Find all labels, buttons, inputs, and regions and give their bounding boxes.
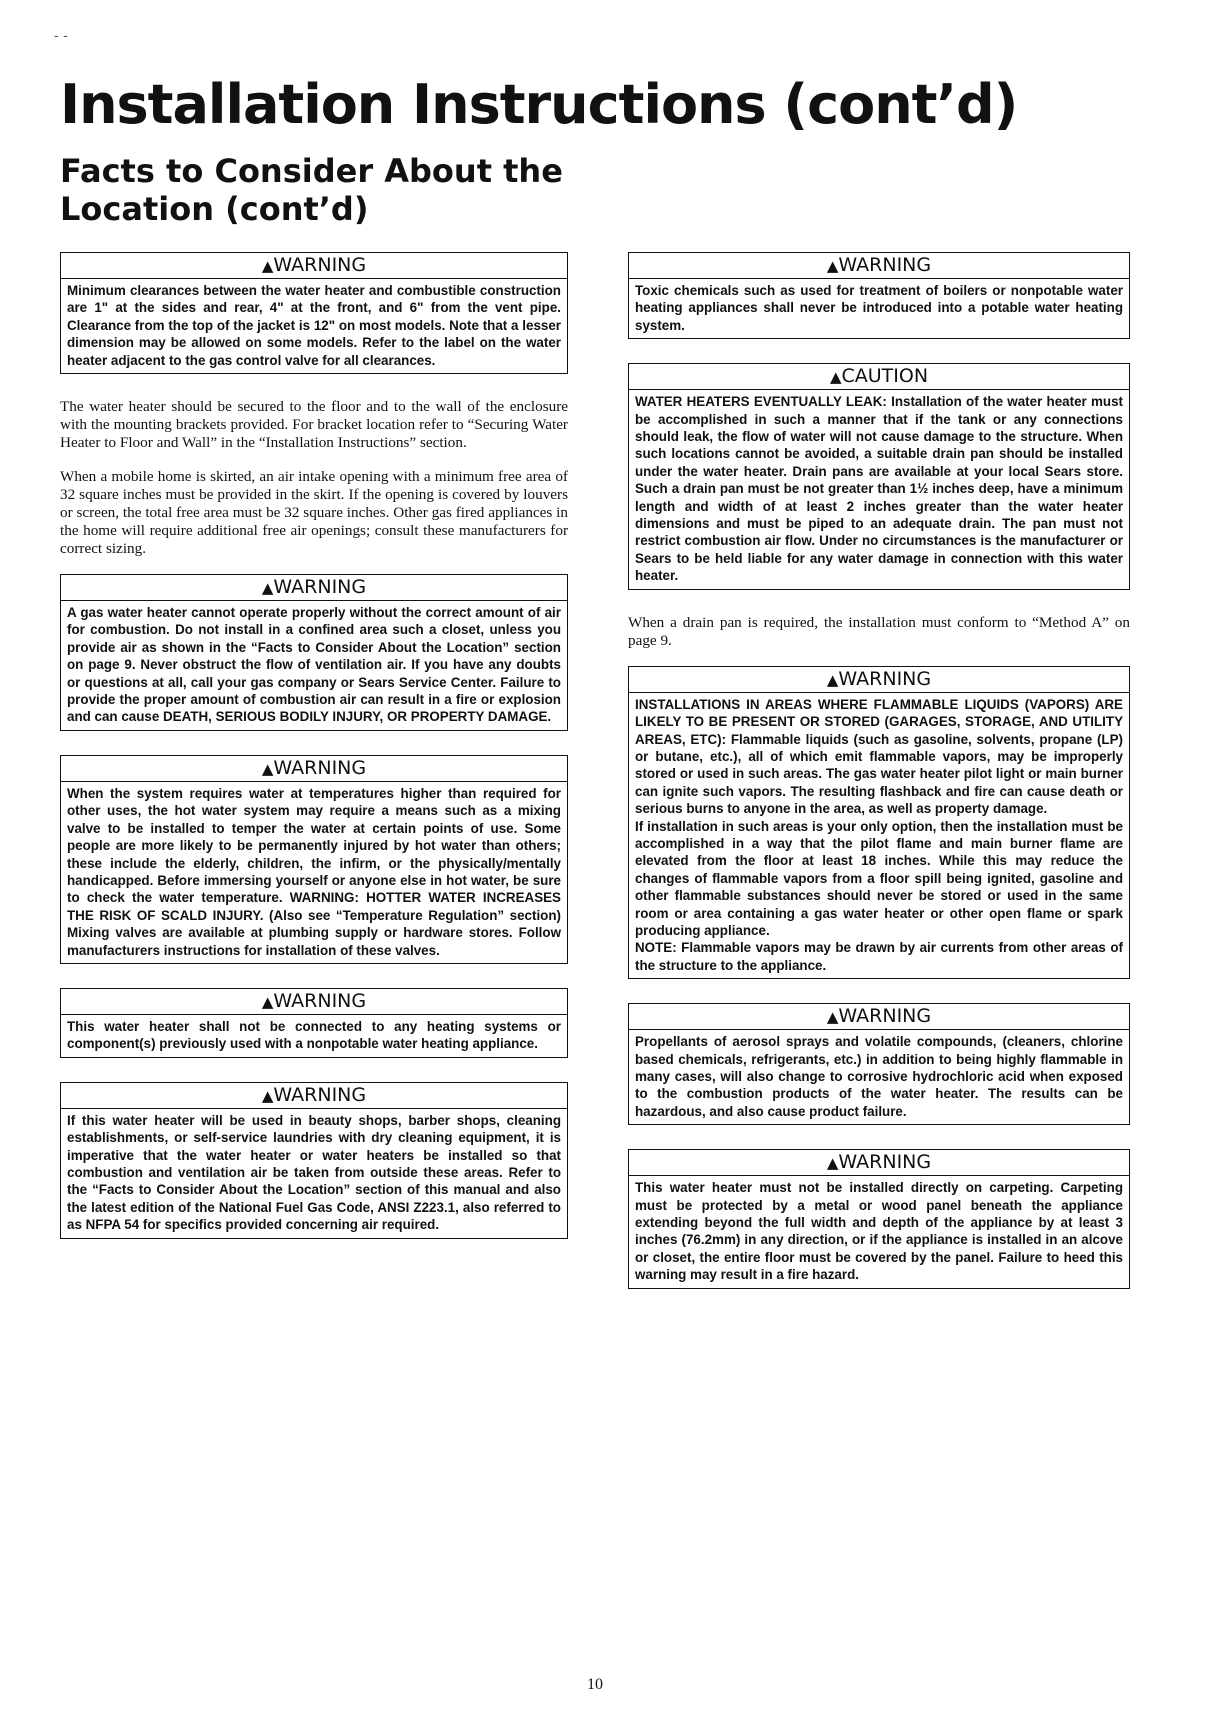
caution-box-leak xyxy=(628,363,1130,589)
warning-text-installation: If installation in such areas is your only option, then the installation must be accomplished in a way that the pilot flame and main burner flame are elevated from the floor at least 18 inches. While this may reduce the changes of flammable vapors from a floor spill being ignited, gasoline and other flammable substances should never be stored or used in the same room or area containing a gas water heater or other open flame or spark producing appliance. xyxy=(635,818,1123,938)
warning-box-beauty-shops xyxy=(60,1082,568,1239)
warning-triangle-icon: ▲ xyxy=(261,1086,274,1105)
warning-triangle-icon: ▲ xyxy=(261,579,274,598)
warning-text: Propellants of aerosol sprays and volatile compounds, (cleaners, chlorine based chemicals, refrigerants, etc.) in addition to being highly flammable in many cases, will also change to corrosive hydrochloric acid when exposed to the combustion products of the water heater. The results can be hazardous, and also cause product failure. xyxy=(635,1034,1123,1119)
right-column xyxy=(628,252,1130,1313)
body-paragraph-brackets: The water heater should be secured to the floor and to the wall of the enclosure with the mounting brackets provided. For bracket location refer to “Securing Water Heater to Floor and Wall” in the “Installation Instructions” section. xyxy=(60,398,568,452)
warning-box-aerosol xyxy=(628,1003,1130,1125)
caution-text: WATER HEATERS EVENTUALLY LEAK: Installation of the water heater must be accomplished in such a manner that if the tank or any connections should leak, the flow of water will not cause damage to the structure. When such locations cannot be avoided, a suitable drain pan should be installed under the water heater. Drain pans are available at your local Sears store. Such a drain pan must be not greater than 1½ inches deep, have a minimum length and width of at least 2 inches greater than the water heater dimensions and must be piped to an adequate drain. The pan must not restrict combustion air flow. Under no circumstances is the manufacturer or Sears to be held liable for any water damage in connection with this water heater. xyxy=(635,394,1123,584)
warning-text: If this water heater will be used in beauty shops, barber shops, cleaning establishments, or self-service laundries with dry cleaning equipment, it is imperative that the water heater or water heaters be installed so that combustion and ventilation air be taken from outside these areas. Refer to the “Facts to Consider About the Location” section of this manual and also the latest edition of the National Fuel Gas Code, ANSI Z223.1, also referred to as NFPA 54 for specifics provided concerning air required. xyxy=(67,1112,561,1233)
warning-box-nonpotable xyxy=(60,988,568,1058)
warning-triangle-icon: ▲ xyxy=(261,759,274,778)
warning-text: When the system requires water at temperatures higher than required for other uses, the hot water system may require a means such as a mixing valve to be installed to temper the water at certain points of use. Some people are more likely to be permanently injured by hot water than others; these include the elderly, children, the infirm, or the physically/mentally handicapped. Before immersing yourself or anyone else in hot water, be sure to check the water temperature. WARNING: HOTTER WATER INCREASES THE RISK OF SCALD INJURY. (Also see “Temperature Regulation” section) Mixing valves are available at plumbing supply or hardware stores. Follow manufacturers instructions for installation of these valves. xyxy=(67,785,561,958)
warning-box-hot-water xyxy=(60,755,568,964)
warning-triangle-icon: ▲ xyxy=(826,670,839,689)
page-number: 10 xyxy=(587,1676,603,1693)
warning-title: WARNING xyxy=(838,1151,932,1174)
warning-title: WARNING xyxy=(273,756,367,779)
warning-triangle-icon: ▲ xyxy=(829,368,842,387)
warning-header xyxy=(61,1083,567,1109)
warning-title: WARNING xyxy=(838,254,932,276)
warning-triangle-icon: ▲ xyxy=(261,257,274,275)
warning-triangle-icon: ▲ xyxy=(826,257,839,275)
warning-header xyxy=(629,667,1129,693)
body-paragraph-drain-pan: When a drain pan is required, the installation must conform to “Method A” on page 9. xyxy=(628,613,1130,649)
warning-title: WARNING xyxy=(838,1005,932,1028)
warning-box-combustion-air xyxy=(60,574,568,731)
warning-header xyxy=(629,253,1129,279)
caution-header xyxy=(629,364,1129,390)
warning-text: This water heater shall not be connected to any heating systems or component(s) previously used with a nonpotable water heating appliance. xyxy=(67,1018,561,1052)
warning-text: INSTALLATIONS IN AREAS WHERE FLAMMABLE LIQUIDS (VAPORS) ARE LIKELY TO BE PRESENT OR STORED (GARAGES, STORAGE, AND UTILITY AREAS, ETC): Flammable liquids (such as gasoline, solvents, propane (LP) or butane, etc.), all of which emit flammable vapors, may be improperly stored or used in such areas. The gas water heater pilot light or main burner can ignite such vapors. The resulting flashback and fire can cause death or serious burns to anyone in the area, as well as property damage. xyxy=(635,696,1123,817)
caution-title: CAUTION xyxy=(841,365,929,388)
warning-text: This water heater must not be installed directly on carpeting. Carpeting must be protected by a metal or wood panel beneath the appliance extending beyond the full width and depth of the appliance by at least 3 inches (76.2mm) in any direction, or if the appliance is installed in an alcove or closet, the entire floor must be covered by the panel. Failure to heed this warning may result in a fire hazard. xyxy=(635,1180,1123,1283)
warning-triangle-icon: ▲ xyxy=(826,1008,839,1027)
warning-text: Minimum clearances between the water heater and combustible construction are 1" at the sides and rear, 4" at the front, and 6" from the vent pipe. Clearance from the top of the jacket is 12" on most models. Note that a lesser dimension may be allowed on some models. Refer to the label on the water heater adjacent to the gas control valve for all clearances. xyxy=(67,283,561,368)
left-column xyxy=(60,252,568,1263)
body-paragraph-mobile-home: When a mobile home is skirted, an air intake opening with a minimum free area of 32 square inches must be provided in the skirt. If the opening is covered by louvers or screen, the total free area must be 32 square inches. Other gas fired appliances in the home will require additional free air openings; consult these manufacturers for correct sizing. xyxy=(60,468,568,558)
scan-mark: - - xyxy=(54,28,68,44)
section-subtitle: Facts to Consider About the Location (cont’d) xyxy=(60,152,563,228)
warning-text: Toxic chemicals such as used for treatment of boilers or nonpotable water heating appliances shall never be introduced into a potable water heating system. xyxy=(635,283,1123,333)
warning-title: WARNING xyxy=(273,1083,367,1106)
warning-triangle-icon: ▲ xyxy=(261,992,274,1011)
warning-text: A gas water heater cannot operate properly without the correct amount of air for combustion. Do not install in a confined area such a closet, unless you provide air as shown in the “Facts to Consider About the Location” section on page 9. Never obstruct the flow of ventilation air. If you have any doubts or questions at all, call your gas company or Sears Service Center. Failure to provide the proper amount of combustion air can result in a fire or explosion and can cause DEATH, SERIOUS BODILY INJURY, OR PROPERTY DAMAGE. xyxy=(67,605,561,725)
warning-header xyxy=(61,575,567,601)
warning-header xyxy=(61,989,567,1015)
warning-title: WARNING xyxy=(273,254,367,276)
page-title: Installation Instructions (cont’d) xyxy=(60,73,1018,136)
warning-box-toxic-chemicals xyxy=(628,252,1130,339)
warning-header xyxy=(629,1004,1129,1030)
warning-title: WARNING xyxy=(838,667,932,690)
warning-box-clearances xyxy=(60,252,568,374)
warning-box-carpeting xyxy=(628,1149,1130,1288)
warning-header xyxy=(629,1150,1129,1176)
warning-box-flammable xyxy=(628,666,1130,980)
warning-header xyxy=(61,756,567,782)
warning-header xyxy=(61,253,567,279)
warning-title: WARNING xyxy=(273,989,367,1012)
warning-note: NOTE: Flammable vapors may be drawn by air currents from other areas of the structure to the appliance. xyxy=(635,940,1123,973)
warning-triangle-icon: ▲ xyxy=(826,1154,839,1173)
warning-title: WARNING xyxy=(273,576,367,599)
